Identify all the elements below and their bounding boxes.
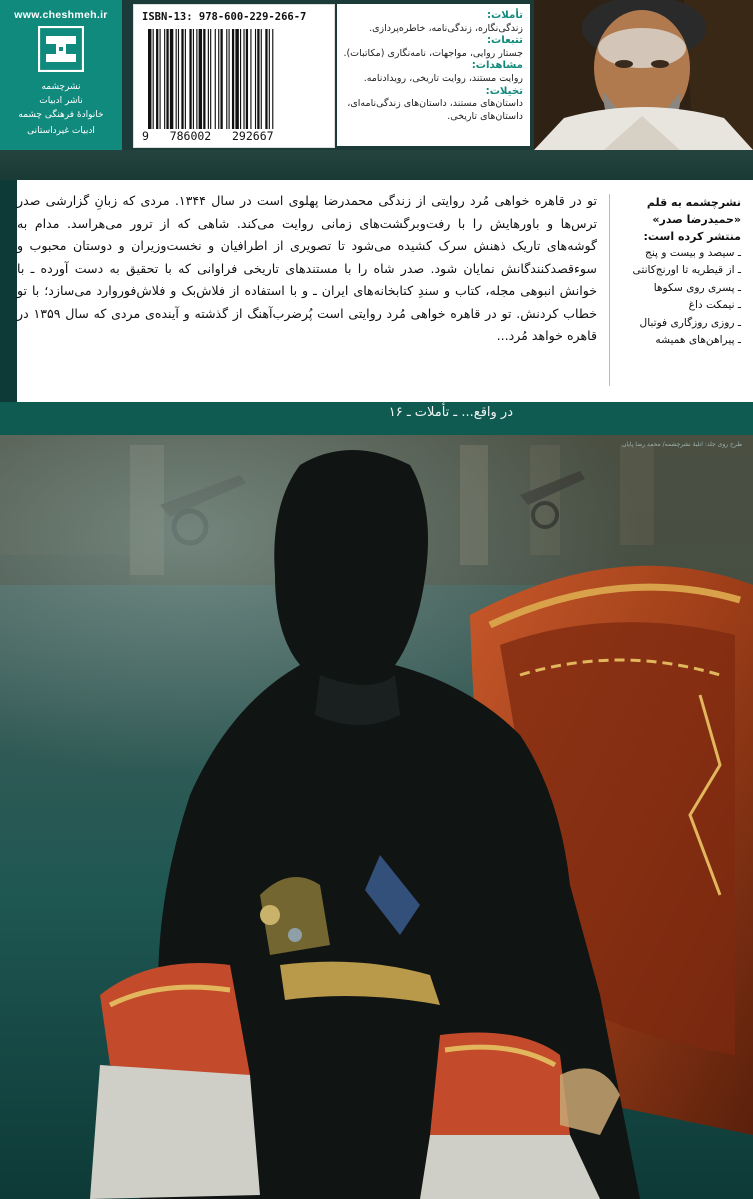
publisher-logo-caption: نشرچشمه xyxy=(41,82,81,92)
other-books-list xyxy=(617,194,741,349)
barcode-box xyxy=(133,4,335,148)
list-item: ـ سیصد و بیست و پنج xyxy=(645,247,741,259)
series-info-box xyxy=(337,4,530,146)
publisher-imprint-line: ادبیات غیرداستانی xyxy=(27,126,95,136)
cover-illustration xyxy=(0,435,753,1199)
author-photo xyxy=(534,0,753,150)
list-item: ـ پسری روی سکوها xyxy=(653,281,741,294)
series-info-item xyxy=(341,86,523,124)
series-info-item xyxy=(341,10,523,35)
other-books-author: «حمیدرضا صدر» xyxy=(652,213,741,226)
isbn-label: ISBN-13: 978-600-229-266-7 xyxy=(142,11,307,23)
list-item: ـ از قیطریه تا اورنج‌کانتی xyxy=(632,264,741,277)
series-heading: تأملات: xyxy=(486,10,523,21)
blurb-panel xyxy=(17,180,753,402)
list-item: ـ روزی روزگاری فوتبال xyxy=(639,316,741,329)
publisher-logo-icon xyxy=(38,26,84,72)
series-description: روایت مستند، روایت تاریخی، رویدادنامه. xyxy=(363,72,523,84)
series-heading: تتبعات: xyxy=(486,35,523,47)
barcode-icon xyxy=(148,29,324,129)
publisher-imprint-line: خانوادهٔ فرهنگی چشمه xyxy=(18,110,104,120)
list-item: ـ پیراهن‌های همیشه xyxy=(655,334,741,347)
other-books-intro: نشرچشمه به قلم xyxy=(646,196,741,209)
series-description: داستان‌های مستند، داستان‌های زندگی‌نامه‌ای، داستان‌های تاریخی. xyxy=(347,98,523,122)
publisher-imprint-line: ناشر ادبیات xyxy=(39,96,83,106)
series-info-item xyxy=(341,60,523,85)
series-heading: تخیلات: xyxy=(485,85,523,97)
other-books-intro: منتشر کرده است: xyxy=(643,230,741,243)
blurb-text: تو در قاهره خواهی مُرد روایتی از زندگی محمدرضا پهلوی است در سال ۱۳۴۴. مردی که زبانِ گزارشی صدر ترس‌ها و باورهایش را با رفت‌وبرگشت‌های زمانی روایت می‌کند. شاهی که از ترور می‌هراسد. مدام به گوشه‌های تاریک ذهنش سرک کشیده می‌شود تا تصویری از اطرافیان و نخست‌وزیران و دوستان محبوب و سوءقصدکنندگانش نمایان شود. صدر شاه را با مستندهای تاریخی فراوانی که با تحقیق به دست آورده ـ با خوانش انبوهی مجله، کتاب و سندِ کتابخانه‌های ایران ـ و با استفاده از فلاش‌بک و فلاش‌فوروارد می‌سازد؛ با تو خطاب کردنش. تو در قاهره خواهی مُرد روایتی است پُرضرب‌آهنگ از گذشته و آینده‌ی مردی که سال ۱۳۵۹ در قاهره خواهد مُرد... xyxy=(17,193,598,343)
blurb-divider xyxy=(609,194,610,386)
series-info-item xyxy=(341,35,523,60)
barcode-digits: 9 786002 292667 xyxy=(142,129,274,143)
author-portrait-icon xyxy=(534,0,753,150)
header-image-strip xyxy=(0,150,753,180)
publisher-panel xyxy=(0,0,122,150)
list-item: ـ نیمکت داغ xyxy=(688,299,741,312)
series-description: جستار روایی، مواجهات، نامه‌نگاری (مکاتبات). xyxy=(343,47,523,59)
series-label-bar xyxy=(0,402,753,435)
publisher-url: www.cheshmeh.ir xyxy=(14,9,108,21)
series-heading: مشاهدات: xyxy=(471,60,523,72)
series-label: در واقع... ـ تأملات ـ ۱۶ xyxy=(388,405,513,420)
cover-credit: طرح روی جلد: آتلیهٔ نشرچشمه/ محمد رضا پایان xyxy=(621,441,742,448)
series-description: زندگی‌نگاره، زندگی‌نامه، خاطره‌پردازی. xyxy=(369,22,523,34)
